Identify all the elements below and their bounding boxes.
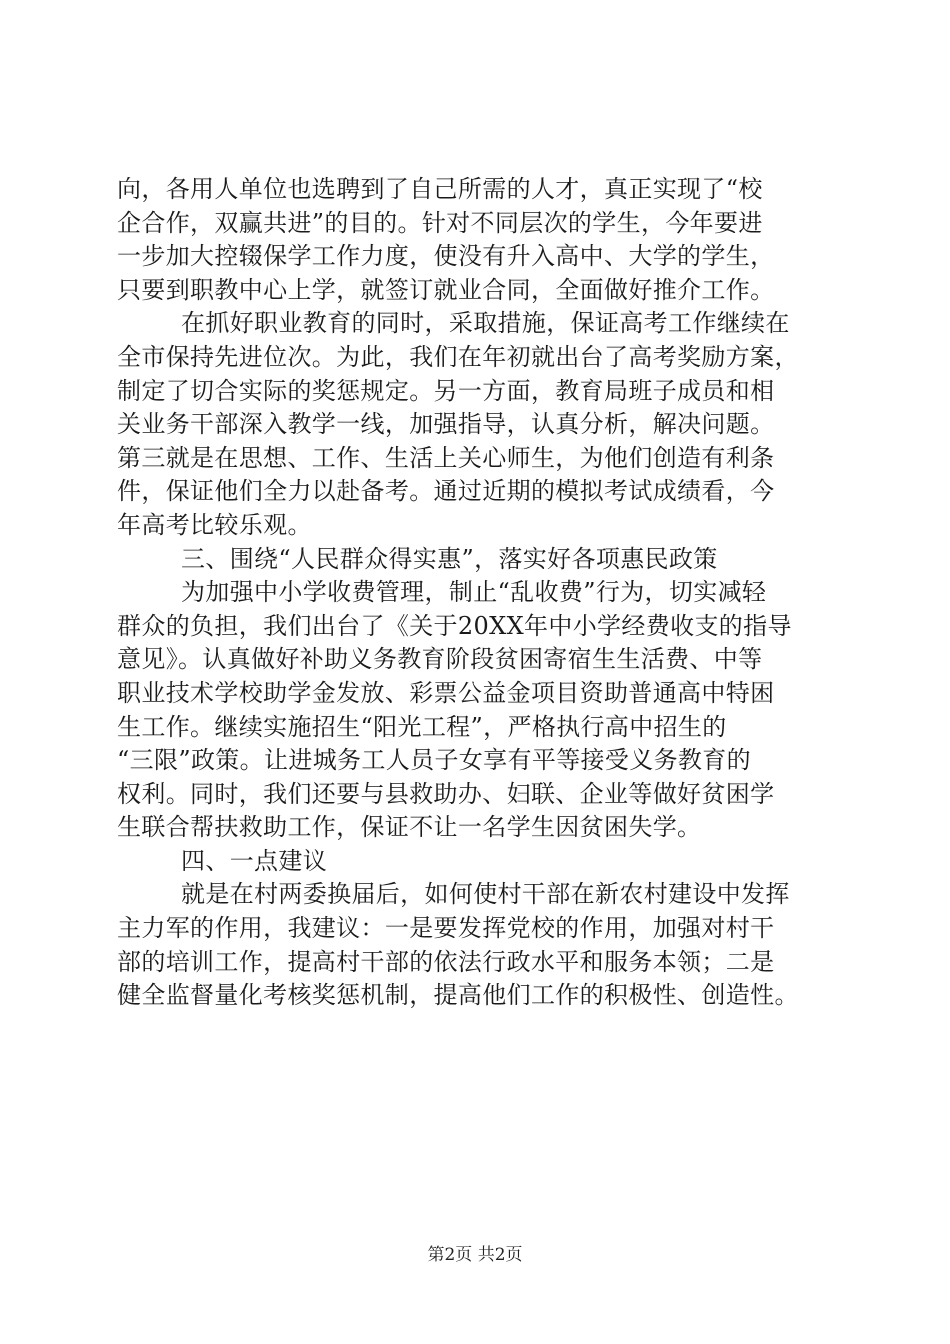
text-line: 第三就是在思想、工作、生活上关心师生，为他们创造有利条 — [117, 443, 775, 472]
text-line: “三限”政策。让进城务工人员子女享有平等接受义务教育的 — [117, 746, 751, 775]
page-number-footer: 第2页 共2页 — [427, 1245, 523, 1265]
text-line: 全市保持先进位次。为此，我们在年初就出台了高考奖励方案， — [117, 342, 799, 371]
text-line: 主力军的作用，我建议：一是要发挥党校的作用，加强对村干 — [117, 914, 775, 943]
document-body — [117, 173, 857, 1013]
text-line: 部的培训工作，提高村干部的依法行政水平和服务本领；二是 — [117, 947, 775, 976]
text-line: 职业技术学校助学金发放、彩票公益金项目资助普通高中特困 — [117, 678, 775, 707]
text-line: 关业务干部深入教学一线，加强指导，认真分析，解决问题。 — [117, 410, 775, 439]
text-line: 制定了切合实际的奖惩规定。另一方面，教育局班子成员和相 — [117, 376, 775, 405]
text-line: 一步加大控辍保学工作力度，使没有升入高中、大学的学生， — [117, 242, 775, 271]
text-line: 生工作。继续实施招生“阳光工程”，严格执行高中招生的 — [117, 712, 727, 741]
paragraph-first-line: 就是在村两委换届后，如何使村干部在新农村建设中发挥 — [181, 880, 790, 909]
paragraph-first-line: 在抓好职业教育的同时，采取措施，保证高考工作继续在 — [181, 309, 790, 338]
section-heading: 四、一点建议 — [181, 846, 328, 875]
text-line: 件，保证他们全力以赴备考。通过近期的模拟考试成绩看，今 — [117, 477, 775, 506]
text-line: 群众的负担，我们出台了《关于20XX年中小学经费收支的指导 — [117, 611, 792, 640]
text-line: 健全监督量化考核奖惩机制，提高他们工作的积极性、创造性。 — [117, 981, 799, 1010]
text-line: 向，各用人单位也选聘到了自己所需的人才，真正实现了“校 — [117, 175, 763, 203]
text-line: 只要到职教中心上学，就签订就业合同，全面做好推介工作。 — [117, 275, 775, 304]
text-line: 企合作，双赢共进”的目的。针对不同层次的学生，今年要进 — [117, 208, 763, 237]
paragraph-first-line: 为加强中小学收费管理，制止“乱收费”行为，切实减轻 — [181, 578, 767, 607]
text-line: 年高考比较乐观。 — [117, 510, 312, 539]
text-line: 意见》。认真做好补助义务教育阶段贫困寄宿生生活费、中等 — [117, 645, 763, 674]
text-line: 生联合帮扶救助工作，保证不让一名学生因贫困失学。 — [117, 813, 702, 842]
text-line: 权利。同时，我们还要与县救助办、妇联、企业等做好贫困学 — [117, 779, 775, 808]
section-heading: 三、围绕“人民群众得实惠”，落实好各项惠民政策 — [181, 544, 718, 573]
